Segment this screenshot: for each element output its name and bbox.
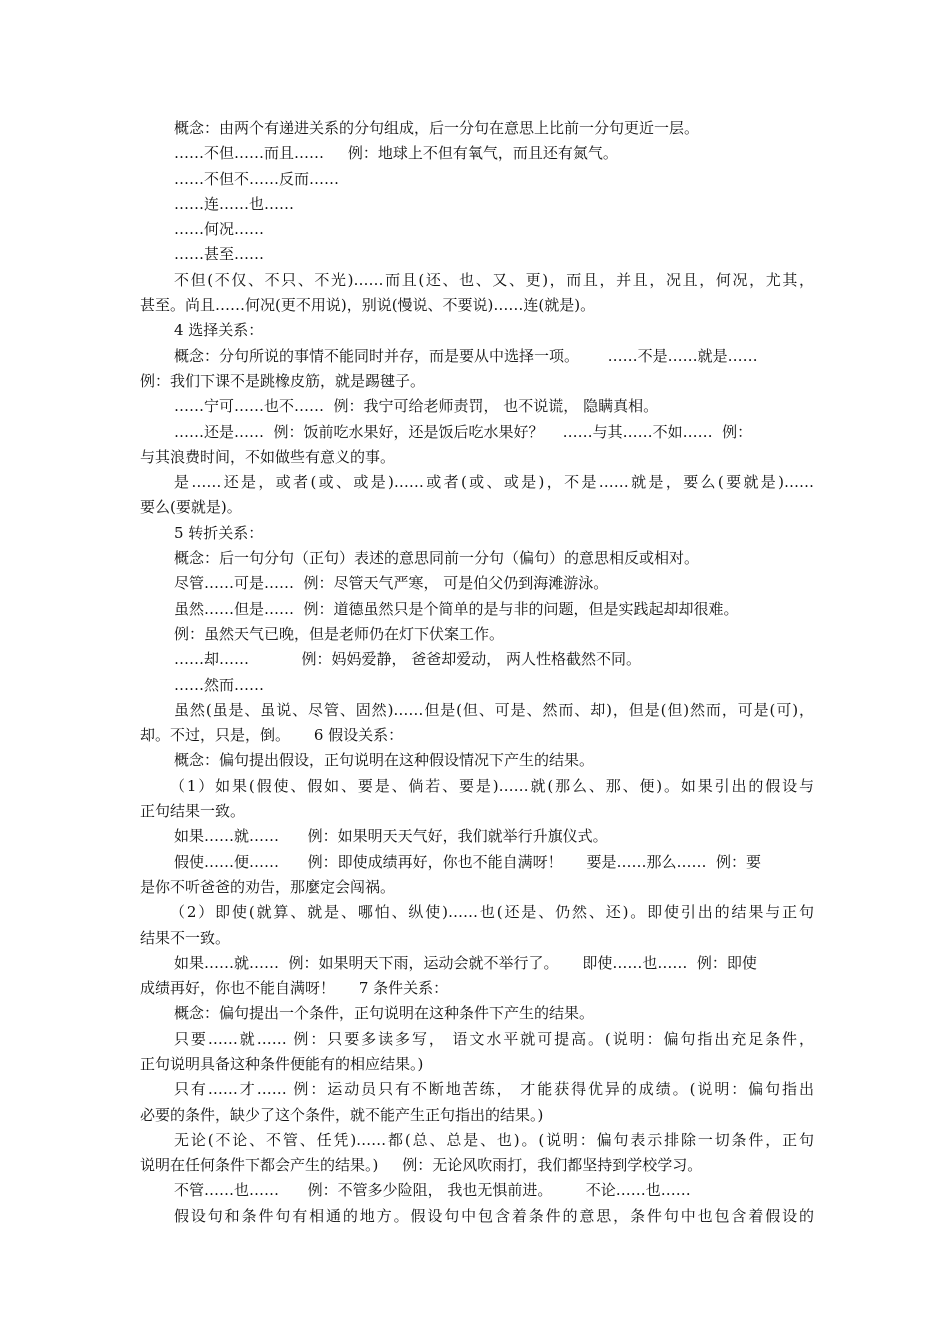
text-line: 概念：由两个有递进关系的分句组成，后一分句在意思上比前一分句更近一层。 <box>174 119 700 137</box>
text-line: 概念：后一句分句（正句）表述的意思同前一分句（偏句）的意思相反或相对。 <box>174 549 700 568</box>
document-body <box>140 116 814 1229</box>
text-line: 是……还是，或者(或、或是)……或者(或、或是)，不是……就是，要么(要就是)…… <box>174 473 814 492</box>
text-line: 正句结果一致。 <box>140 802 246 821</box>
text-line: 5 转折关系： <box>174 523 264 542</box>
text-line: 如果……就…… 例：如果明天下雨，运动会就不举行了。 即使……也…… 例：即使 <box>174 953 757 972</box>
text-line: 假设句和条件句有相通的地方。假设句中包含着条件的意思，条件句中也包含着假设的 <box>174 1206 814 1225</box>
text-line: 虽然(虽是、虽说、尽管、固然)……但是(但、可是、然而、却)，但是(但)然而，可是(可)， <box>174 700 814 719</box>
text-line: 不管……也…… 例：不管多少险阻， 我也无惧前进。 不论……也…… <box>174 1181 691 1200</box>
text-line: 不但(不仅、不只、不光)……而且(还、也、又、更)，而且，并且，况且，何况，尤其， <box>174 270 814 289</box>
text-line: ……甚至…… <box>174 245 265 264</box>
text-line: 只有……才…… 例：运动员只有不断地苦练， 才能获得优异的成绩。(说明：偏句指出 <box>174 1080 814 1099</box>
text-line: 概念：分句所说的事情不能同时并存，而是要从中选择一项。 ……不是……就是…… <box>174 346 758 365</box>
text-line: 正句说明具备这种条件便能有的相应结果。) <box>140 1054 424 1073</box>
text-line: 例：我们下课不是跳橡皮筋，就是踢毽子。 <box>140 371 426 390</box>
text-line: 只要……就…… 例：只要多读多写， 语文水平就可提高。(说明：偏句指出充足条件， <box>174 1029 814 1048</box>
text-line: ……不但……而且…… 例：地球上不但有氧气，而且还有氮气。 <box>174 144 618 163</box>
text-line: 假使……便…… 例：即使成绩再好，你也不能自满呀！ 要是……那么…… 例：要 <box>174 852 761 871</box>
text-line: 虽然……但是…… 例：道德虽然只是个简单的是与非的问题，但是实践起却却很难。 <box>174 599 739 618</box>
text-line: 要么(要就是)。 <box>140 498 242 517</box>
text-line: 却。不过，只是，倒。 6 假设关系： <box>140 726 404 745</box>
text-line: 必要的条件，缺少了这个条件，就不能产生正句指出的结果。) <box>140 1105 544 1124</box>
text-line: 与其浪费时间，不如做些有意义的事。 <box>140 447 396 466</box>
text-line: 甚至。尚且……何况(更不用说)，别说(慢说、不要说)……连(就是)。 <box>140 296 596 315</box>
text-line: 说明在任何条件下都会产生的结果。) 例：无论风吹雨打，我们都坚持到学校学习。 <box>140 1156 703 1175</box>
text-line: 成绩再好，你也不能自满呀！ 7 条件关系： <box>140 979 449 998</box>
text-line: 概念：偏句提出一个条件，正句说明在这种条件下产生的结果。 <box>174 1004 595 1023</box>
text-line: ……然而…… <box>174 675 265 694</box>
text-line: 是你不听爸爸的劝告，那麼定会闯祸。 <box>140 877 396 896</box>
text-line: （2）即使(就算、就是、哪怕、纵使)……也(还是、仍然、还)。即使引出的结果与正句 <box>170 903 814 922</box>
text-line: ……连……也…… <box>174 194 295 213</box>
text-line: ……却…… 例：妈妈爱静， 爸爸却爱动， 两人性格截然不同。 <box>174 650 641 669</box>
text-line: 例：虽然天气已晚，但是老师仍在灯下伏案工作。 <box>174 624 505 643</box>
text-line: 尽管……可是…… 例：尽管天气严寒， 可是伯父仍到海滩游泳。 <box>174 574 609 593</box>
text-line: 如果……就…… 例：如果明天天气好，我们就举行升旗仪式。 <box>174 827 608 846</box>
text-line: ……不但不……反而…… <box>174 169 340 188</box>
text-line: 4 选择关系： <box>174 321 264 340</box>
text-line: ……宁可……也不…… 例：我宁可给老师责罚， 也不说谎， 隐瞒真相。 <box>174 397 659 416</box>
text-line: 概念：偏句提出假设，正句说明在这种假设情况下产生的结果。 <box>174 751 595 770</box>
text-line: ……何况…… <box>174 220 265 239</box>
text-line: （1）如果(假使、假如、要是、倘若、要是)……就(那么、那、便)。如果引出的假设与 <box>170 776 814 795</box>
text-line: 无论(不论、不管、任凭)……都(总、总是、也)。(说明：偏句表示排除一切条件，正句 <box>174 1130 814 1149</box>
text-line: ……还是…… 例：饭前吃水果好，还是饭后吃水果好？ ……与其……不如…… 例： <box>174 422 753 441</box>
text-line: 结果不一致。 <box>140 928 231 947</box>
